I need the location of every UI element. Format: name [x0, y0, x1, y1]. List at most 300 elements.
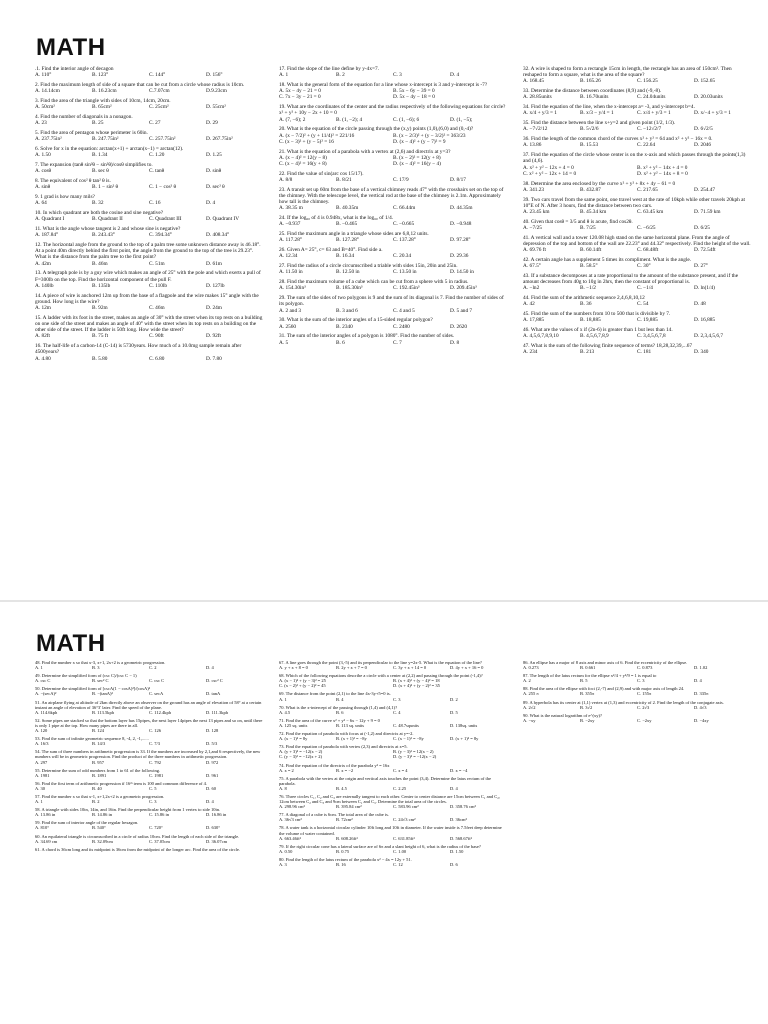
- answer-option: D. 972: [206, 759, 219, 765]
- answer-option: B. 92m: [92, 305, 108, 312]
- answer-option: D. 254.47: [694, 186, 716, 193]
- answer-option: B. (1, −2); 4: [336, 116, 363, 123]
- answer-option: D. 48: [694, 301, 706, 308]
- answer-options: [279, 237, 507, 243]
- answer-option: C. 192.45in³: [393, 285, 420, 292]
- question-stem: 41. A vertical wall and a tower 120.08 high stand on the same horizontal plane. From the angle of depression of the top and bottom of the wall are 22.23° and 44.32° respectively. Find the height of the wall.: [523, 234, 751, 248]
- answer-option: C. 51m: [149, 260, 165, 267]
- answer-option: A. 4.80: [35, 355, 51, 362]
- question-item: [279, 187, 507, 212]
- question-stem: 22. Find the value of sin(arc cos 15/17).: [279, 170, 364, 177]
- answer-option: A. 17,885: [523, 317, 545, 324]
- answer-option: B. 4,5,6,7,8,9: [580, 333, 609, 340]
- question-item: [279, 776, 507, 791]
- answer-option: B. 4.5: [336, 785, 347, 791]
- question-item: [279, 279, 507, 291]
- answer-option: B. 2340: [336, 323, 353, 330]
- question-item: [523, 104, 751, 116]
- answer-options: [35, 136, 263, 142]
- answer-option: B. 12.50 in: [336, 269, 360, 276]
- answer-option: A. 255 π: [523, 691, 539, 697]
- answer-option: A. x/4 + y/3 = 1: [523, 110, 557, 117]
- answer-option: D. 267.75in²: [206, 136, 233, 143]
- question-stem: 38. Determine the area enclosed by the curve x² + y² + 8x + 4y − 61 = 0: [523, 180, 676, 187]
- answer-options: [523, 301, 751, 307]
- answer-option: A. x = 2: [279, 767, 294, 773]
- answer-options: [279, 804, 507, 809]
- answer-options: [523, 165, 751, 177]
- answer-option: A. Quadrant I: [35, 216, 65, 223]
- answer-option: D. 61m: [206, 260, 222, 267]
- question-stem: 76. Three circles C₁, C₂ and C₃ are externally tangent to each other. Center to center distance are 15cm between C₁ and C₂, 12cm between C₂ and C₃ and 9cm between C₁ and C₃. Determine the total area of the circles.: [279, 793, 500, 805]
- question-stem: 15. A ladder with its foot in the street, makes an angle of 30° with the street when its top rests on a building on one side of the street and makes an angle of 40° with the street when its top rests on a building on the other side of the street. If the ladder is 50ft long. How wide the street?: [35, 314, 263, 334]
- answer-option: D. 358.76 cm²: [450, 804, 476, 810]
- answer-options: [279, 710, 507, 715]
- question-stem: 67. A line goes through the point (3,-5) and its perpendicular to the line y=2x-5. What is the equation of the line?: [279, 660, 482, 665]
- answer-option: D.9.23cm: [206, 88, 227, 95]
- question-stem: 14. A piece of wire is anchored 12m up from the base of a flagpole and the wire makes 15° angle with the ground. How long is the wire?: [35, 292, 259, 305]
- answer-options: [35, 216, 263, 222]
- answer-option: D. 2620: [450, 323, 468, 330]
- answer-option: C. 19,885: [637, 317, 658, 324]
- answer-options: [279, 697, 507, 702]
- answer-option: D. 20.03units: [694, 94, 723, 101]
- answer-option: D. 630°: [206, 825, 221, 831]
- question-item: [279, 705, 507, 715]
- answer-option: C. 394.34°: [149, 232, 172, 239]
- answer-option: D. (x + 4)² + (y − 2)² = 35: [393, 683, 440, 689]
- answer-options: [279, 862, 507, 867]
- answer-option: A. (x − 7/2)² + (y + 11/4)² = 221/16: [279, 132, 355, 139]
- answer-option: C. 2480: [393, 323, 410, 330]
- answer-option: D. (y − 3)² = −12(x − 2): [393, 754, 437, 760]
- answer-option: B. 1 − sin² θ: [92, 184, 119, 191]
- answer-option: D. 408.34°: [206, 232, 230, 239]
- answer-option: A. −(secA)²: [35, 691, 57, 697]
- answer-option: A. (x − 1)² + (y − 3)² = 25: [279, 678, 326, 684]
- answer-options: [279, 308, 507, 314]
- question-stem: 13. A telegraph pole is by a guy wire which makes an angle of 25° with the pole and which exerts a pull of F=300lb on the top. Find the horizontal component of the pull F.: [35, 270, 261, 283]
- question-stem: 39. Two cars travel from the same point, one travel west at the rate of 10kph while other travels 20kph at 10°E of N. After 3 hours, find the distance between two cars.: [523, 196, 745, 209]
- answer-option: D. 2: [450, 696, 458, 702]
- question-stem: 46. What are the values of x if (2n-6) is greater than 1 but less than 14.: [523, 327, 673, 334]
- answer-option: B. 32.09cm: [92, 838, 113, 844]
- answer-option: A. 1: [35, 665, 43, 671]
- answer-options: [523, 247, 751, 253]
- question-stem: 44. Find the sum of the arithmetic sequence 2,4,6,8,10,12: [523, 295, 645, 302]
- question-item: [523, 181, 751, 193]
- answer-option: B. 14.86 in: [92, 812, 113, 818]
- answer-option: A. cosθ: [35, 168, 52, 175]
- answer-option: D. 71.59 km: [694, 209, 721, 216]
- question-stem: 47. What is the sum of the following finite sequence of terms? 18,28,32,39,...67: [523, 343, 693, 350]
- answer-options: [279, 253, 507, 259]
- answer-option: C. 4 and 5: [393, 307, 415, 314]
- question-item: [35, 178, 263, 190]
- question-stem: 89. A hyperbola has its center at (1,1) vertex at (1,3) and eccentricity of 2. Find the length of the conjugate axis.: [523, 699, 724, 705]
- answer-option: B. −1/2: [580, 285, 596, 292]
- question-item: [35, 343, 263, 362]
- answer-option: A. 23.45 km: [523, 209, 550, 216]
- answer-option: A. 663.46ft³: [279, 835, 301, 841]
- answer-option: A. 1: [279, 72, 289, 79]
- answer-option: C. 3,4,5,6,7,8: [637, 333, 666, 340]
- answer-option: B. x = −2: [336, 767, 354, 773]
- answer-option: D. 1.50: [450, 848, 464, 854]
- question-item: [279, 857, 507, 867]
- question-item: [35, 146, 263, 158]
- answer-option: B. 2y + x + 7 = 0: [336, 665, 367, 671]
- answer-option: A. 8: [279, 785, 287, 791]
- question-item: [35, 162, 263, 174]
- answer-option: A. 298.96 cm²: [279, 804, 305, 810]
- answer-option: C. (x − 4)² = 16(y + 8): [279, 161, 327, 168]
- answer-option: C. 5: [149, 785, 157, 791]
- question-item: [279, 247, 507, 259]
- question-item: [523, 219, 751, 231]
- question-item: [279, 66, 507, 78]
- answer-option: D. (x + 1)² = 8y: [450, 736, 479, 742]
- answer-option: D. 2046: [694, 142, 712, 149]
- answer-options: [279, 665, 507, 670]
- answer-option: B. 16.23cm: [92, 88, 117, 95]
- answer-options: [35, 88, 263, 94]
- answer-option: B. 123°: [92, 72, 109, 79]
- answer-option: D. sec² θ: [206, 184, 225, 191]
- answer-option: B. 75 ft: [92, 333, 109, 340]
- answer-option: A. (x − 4)² = 12(y − 8): [279, 154, 327, 161]
- question-item: [279, 171, 507, 183]
- answer-options: [523, 317, 751, 323]
- answer-option: D. 4: [206, 665, 214, 671]
- answer-options: [279, 723, 507, 728]
- question-item: [279, 317, 507, 329]
- answer-options: [523, 110, 751, 116]
- answer-option: C. 48.7squnits: [393, 722, 419, 728]
- answer-option: B. 14/3: [92, 741, 106, 747]
- answer-option: D. −4xy: [694, 717, 709, 723]
- answer-options: [523, 333, 751, 339]
- question-stem: 80. Find the length of the latus rectum of the parabola x² − 4x = 12y + 51.: [279, 856, 412, 862]
- question-item: [279, 104, 507, 123]
- answer-option: A. 1: [279, 696, 287, 702]
- answer-option: B. Quadrant II: [92, 216, 123, 223]
- answer-option: D. x/−4 + y/3 = 1: [694, 110, 731, 117]
- answer-option: D. 60: [206, 785, 216, 791]
- answer-options: [279, 786, 507, 791]
- answer-option: A. 5x − 4y − 21 = 0: [279, 88, 321, 95]
- answer-option: C. 20.34: [393, 253, 412, 260]
- question-stem: 6. Solve for x in the equation: arctan(x+1) + arctan(x−1) = arctan(12).: [35, 146, 184, 152]
- answer-option: C. 0.873: [637, 665, 653, 671]
- answer-option: C. 4: [393, 709, 401, 715]
- answer-option: A. 50cm²: [35, 104, 55, 111]
- answer-option: A. 38.35 m: [279, 205, 303, 212]
- answer-options: [279, 817, 507, 822]
- answer-option: A. 16/3: [35, 741, 49, 747]
- answer-option: D. tanA: [206, 691, 221, 697]
- question-stem: 75. A parabola with the vertex at the origin and vertical axis touches the point (3,4). Determine the latus rectum of the parabola.: [279, 775, 491, 786]
- question-stem: 77. A diagonal of a cube is 6cm. The total area of the cube is.: [279, 812, 390, 818]
- answer-option: D. 4: [450, 785, 458, 791]
- answer-options: [35, 678, 263, 683]
- answer-option: A. 1: [35, 799, 43, 805]
- answer-option: A. 28.85units: [523, 94, 552, 101]
- answer-options: [523, 126, 751, 132]
- question-stem: 56. Find the first term of arithmetic progression if 16ᵗʰ term is 100 and common difference of 4.: [35, 780, 208, 786]
- answer-option: B. 957: [92, 759, 105, 765]
- answer-option: A. 82ft: [35, 333, 51, 340]
- answer-option: B. x² + y² − 14x + 4 = 0: [637, 164, 688, 171]
- question-item: [523, 120, 751, 132]
- answer-option: B. 355π: [580, 691, 595, 697]
- question-item: [35, 130, 263, 142]
- answer-option: A. 4,5,6,7,8,9,10: [523, 333, 559, 340]
- answer-option: D. 27°: [694, 263, 708, 270]
- question-stem: 9. 1 grad is how many mils?: [35, 194, 95, 200]
- answer-option: B. 165.26: [580, 78, 601, 85]
- answer-option: B. 6: [336, 339, 345, 346]
- answer-options: [523, 142, 751, 148]
- question-stem: 28. Find the maximum volume of a cube which can be cut from a sphere with 5 in radius.: [279, 279, 469, 286]
- question-stem: 35. Find the distance between the line x+y=2 and given point (1/2, 1/3).: [523, 120, 676, 127]
- answer-option: C. 13.50 in: [393, 269, 417, 276]
- question-stem: 23. A transit set up 60m from the base of a vertical chimney reads 47° with the crosshairs set on the top of the chimney. With the telescope level, the vertical rod at the base of the chimney is 2.1m. Approximately how tall is the chimney.: [279, 186, 504, 206]
- answer-option: C. (y − 3)² = −12(x + 2): [279, 754, 322, 760]
- answer-option: D. 1.02: [694, 665, 708, 671]
- answer-option: B. 25: [92, 120, 104, 127]
- answer-option: B. 185.30in³: [336, 285, 363, 292]
- answer-option: D. 4: [206, 200, 216, 207]
- answer-option: A. 67.5°: [523, 263, 541, 270]
- answer-option: C. 30°: [637, 263, 651, 270]
- question-stem: 53. Find the sum of infinite geometric sequence 8, -4, 2, -1,......: [35, 736, 149, 742]
- question-item: [279, 673, 507, 688]
- answer-options: [35, 200, 263, 206]
- answer-option: A. 13.86 in: [35, 812, 56, 818]
- question-stem: .1. Find the interior angle of decagon: [35, 66, 114, 72]
- question-item: [279, 82, 507, 101]
- answer-option: A. 8/8: [279, 177, 293, 184]
- answer-option: D. 6/25: [694, 225, 710, 232]
- answer-option: C. 3y + x + 14 = 0: [393, 665, 427, 671]
- question-item: [279, 231, 507, 243]
- answer-option: C. 112.4kph: [149, 709, 171, 715]
- answer-option: C. (1, −6); 6: [393, 116, 420, 123]
- question-stem: 10. In which quadrant are both the cosine and sine negative?: [35, 210, 164, 216]
- answer-option: B. (x − 2)² = 12(y + 8): [393, 154, 441, 161]
- answer-option: D. 6: [450, 862, 458, 867]
- answer-option: D. 24m: [206, 305, 222, 312]
- answer-options: [35, 825, 263, 830]
- answer-option: C. 1.00: [393, 848, 407, 854]
- answer-option: C. (x − 1)² = −8y: [393, 736, 424, 742]
- question-column-1: [35, 66, 263, 365]
- answer-options: [523, 665, 751, 670]
- question-item: [35, 660, 263, 670]
- question-stem: 61. A chord is 36cm long and its midpoint is 36cm from the midpoint of the longer arc. Find the area of the circle.: [35, 846, 240, 852]
- answer-option: D. 340: [694, 349, 709, 356]
- answer-option: D. 72.54ft: [694, 247, 716, 254]
- answer-options: [523, 678, 751, 683]
- answer-option: B. 58.5°: [580, 263, 598, 270]
- answer-option: D. 36.07cm: [206, 838, 228, 844]
- answer-option: C. 3: [393, 72, 402, 79]
- answer-option: C. secA: [149, 691, 164, 697]
- answer-options: [279, 177, 507, 183]
- question-stem: 42. A certain angle has a supplement 5 times its compliment. What is the angle.: [523, 257, 692, 264]
- answer-option: C. −0.665: [393, 221, 415, 228]
- answer-option: D. 4√3: [694, 704, 707, 710]
- answer-option: B. 127.28°: [336, 237, 359, 244]
- answer-option: B. 16: [336, 862, 346, 867]
- answer-option: A. 36√3 cm²: [279, 817, 302, 823]
- answer-option: C. −1/4: [637, 285, 653, 292]
- answer-option: C. 137.28°: [393, 237, 416, 244]
- question-stem: 12. The horizontal angle from the ground to the top of a palm tree some unknown distance away is 46.18°. At a point 40m directly behind the first point, the angle from the ground to the top of the tree is 29.23°. What is the distance from the palm tree to the first point?: [35, 242, 261, 261]
- answer-option: D. 44.35m: [450, 205, 473, 212]
- answer-options: [279, 836, 507, 841]
- answer-option: D. 128: [206, 728, 219, 734]
- answer-option: D. 111.3kph: [206, 709, 229, 715]
- answer-option: B. 16.70units: [580, 94, 609, 101]
- answer-option: C. 1 − cos² θ: [149, 184, 176, 191]
- answer-option: D. 92ft: [206, 333, 222, 340]
- answer-option: A. 297: [35, 759, 48, 765]
- answer-option: C. 15.86 in: [149, 812, 170, 818]
- answer-options: [523, 209, 751, 215]
- answer-options: [35, 741, 263, 746]
- question-stem: 32. A wire is shaped to form a rectangle 15cm in length, the rectangle has an area of 150cm². Then reshaped to form a square, what is the area of the square?: [523, 66, 732, 79]
- question-stem: 58. A triangle with sides 10in, 14in, and 16in. Find the perpendicular height from 1 vertex to side 10in.: [35, 807, 221, 813]
- question-column-1: [35, 660, 263, 855]
- answer-option: D. −0.948: [450, 221, 472, 228]
- answer-option: A. 234: [523, 349, 538, 356]
- answer-option: D. 4y + x + 16 = 0: [450, 665, 484, 671]
- answer-option: B. 1891: [92, 772, 107, 778]
- answer-options: [279, 849, 507, 854]
- answer-option: B. −0.465: [336, 221, 358, 228]
- question-stem: 2. Find the maximum length of side of a square that can be cut from a circle whose radius is 10cm.: [35, 82, 245, 88]
- answer-option: B. 113 sq. units: [336, 722, 364, 728]
- answer-options: [35, 261, 263, 267]
- answer-option: B. −2xy: [580, 717, 595, 723]
- answer-option: D. 6√2/5: [694, 126, 713, 133]
- answer-option: A. −xy: [523, 717, 536, 723]
- question-item: [35, 749, 263, 764]
- answer-option: B. (x + 4)² + (y − 4)² = 18: [393, 678, 440, 684]
- question-column-3: [523, 66, 751, 359]
- answer-option: A. 42: [523, 301, 535, 308]
- answer-option: D. (x − 4)² = 16(y − 4): [393, 161, 441, 168]
- answer-option: A. 120: [35, 728, 48, 734]
- answer-option: C. 1981: [149, 772, 164, 778]
- question-item: [523, 327, 751, 339]
- question-item: [523, 660, 751, 670]
- question-stem: 29. The sum of the sides of two polygons is 9 and the sum of its diagonal is 7. Find the number of sides of its polygon.: [279, 295, 504, 308]
- answer-option: D. 5 and 7: [450, 307, 473, 314]
- answer-option: C. 2√3: [637, 704, 650, 710]
- answer-options: [35, 773, 263, 778]
- answer-option: C. 7x − 3y − 21 = 0: [279, 94, 321, 101]
- question-stem: 87. The length of the latus rectum for the ellipse x²/4 + y²/9 = 1 is equal to: [523, 673, 657, 679]
- answer-option: A. −ln2: [523, 285, 540, 292]
- question-stem: 34. Find the equation of the line, when the x-intercept a= -3, and y-intercept b=4.: [523, 104, 695, 111]
- answer-option: C. x/4 + y/3 = 1: [637, 110, 671, 117]
- answer-option: D. 55cm²: [206, 104, 226, 111]
- question-item: [279, 263, 507, 275]
- answer-option: A. 810°: [35, 825, 50, 831]
- answer-options: [279, 269, 507, 275]
- question-item: [523, 136, 751, 148]
- question-item: [523, 273, 751, 292]
- question-stem: 16. The half-life of a carbon-14 (C-14) is 5730years. How much of a 10.0mg sample remain after 4500years?: [35, 343, 242, 356]
- answer-options: [279, 678, 507, 688]
- question-item: [35, 794, 263, 804]
- answer-option: A. 237.75in²: [35, 136, 62, 143]
- question-stem: 36. Find the length of the common chord of the curves x² + y² = 64 and x² + y² − 16x = 0.: [523, 136, 713, 143]
- answer-option: A. 4.5: [279, 709, 291, 715]
- answer-options: [35, 184, 263, 190]
- answer-options: [279, 340, 507, 346]
- question-item: [279, 215, 507, 227]
- answer-option: D. 8/17: [450, 177, 466, 184]
- answer-options: [523, 225, 751, 231]
- question-stem: 88. Find the area of the ellipse with foci (2,-7) and (2,9) and with major axis of length 24.: [523, 686, 685, 692]
- answer-option: B. (x + 1)² = −8y: [336, 736, 367, 742]
- answer-option: C. 631.85ft³: [393, 835, 415, 841]
- answer-option: D. 568.67ft³: [450, 835, 472, 841]
- answer-option: C. x = 4: [393, 767, 408, 773]
- question-stem: 5. Find the area of pentagon whose perimeter is 60in.: [35, 130, 148, 136]
- question-stem: 17. Find the slope of the line define by y-4x=7.: [279, 66, 379, 72]
- question-column-3: [523, 660, 751, 726]
- answer-option: C. 27: [149, 120, 161, 127]
- question-stem: 69. The distance from the point (2,1) to the line 4x-3y+5=0 is.: [279, 691, 391, 697]
- answer-options: [523, 78, 751, 84]
- answer-options: [35, 283, 263, 289]
- question-item: [35, 98, 263, 110]
- answer-options: [35, 305, 263, 311]
- answer-option: B. 16.34: [336, 253, 355, 260]
- question-item: [523, 197, 751, 216]
- answer-option: B. 45.34 km: [580, 209, 607, 216]
- page-title: MATH: [36, 34, 106, 61]
- answer-option: D. 209.45in³: [450, 285, 477, 292]
- answer-option: B. 60.14ft: [580, 247, 602, 254]
- answer-option: A. 34.69 cm: [35, 838, 58, 844]
- answer-option: D. sinθ: [206, 168, 222, 175]
- question-item: [279, 718, 507, 728]
- answer-option: D. 335π: [694, 691, 709, 697]
- answer-option: A. 64: [35, 200, 47, 207]
- answer-option: B. 243.43°: [92, 232, 115, 239]
- answer-option: B. 608.26ft³: [336, 835, 358, 841]
- answer-option: B. 15.53: [580, 142, 599, 149]
- answer-option: C. 110lb: [149, 282, 168, 289]
- answer-option: D. 16,885: [694, 317, 716, 324]
- answer-option: B. 3: [92, 665, 100, 671]
- answer-option: A. 1.50: [35, 152, 51, 159]
- answer-option: A. −7/25: [523, 225, 542, 232]
- answer-option: D. 14.50 in: [450, 269, 474, 276]
- answer-option: A. 140lb: [35, 282, 54, 289]
- answer-option: A. 12m: [35, 305, 51, 312]
- answer-option: B. 1.34: [92, 152, 108, 159]
- answer-option: A. 125 sq. units: [279, 722, 308, 728]
- question-item: [279, 763, 507, 773]
- answer-option: B. 18,885: [580, 317, 601, 324]
